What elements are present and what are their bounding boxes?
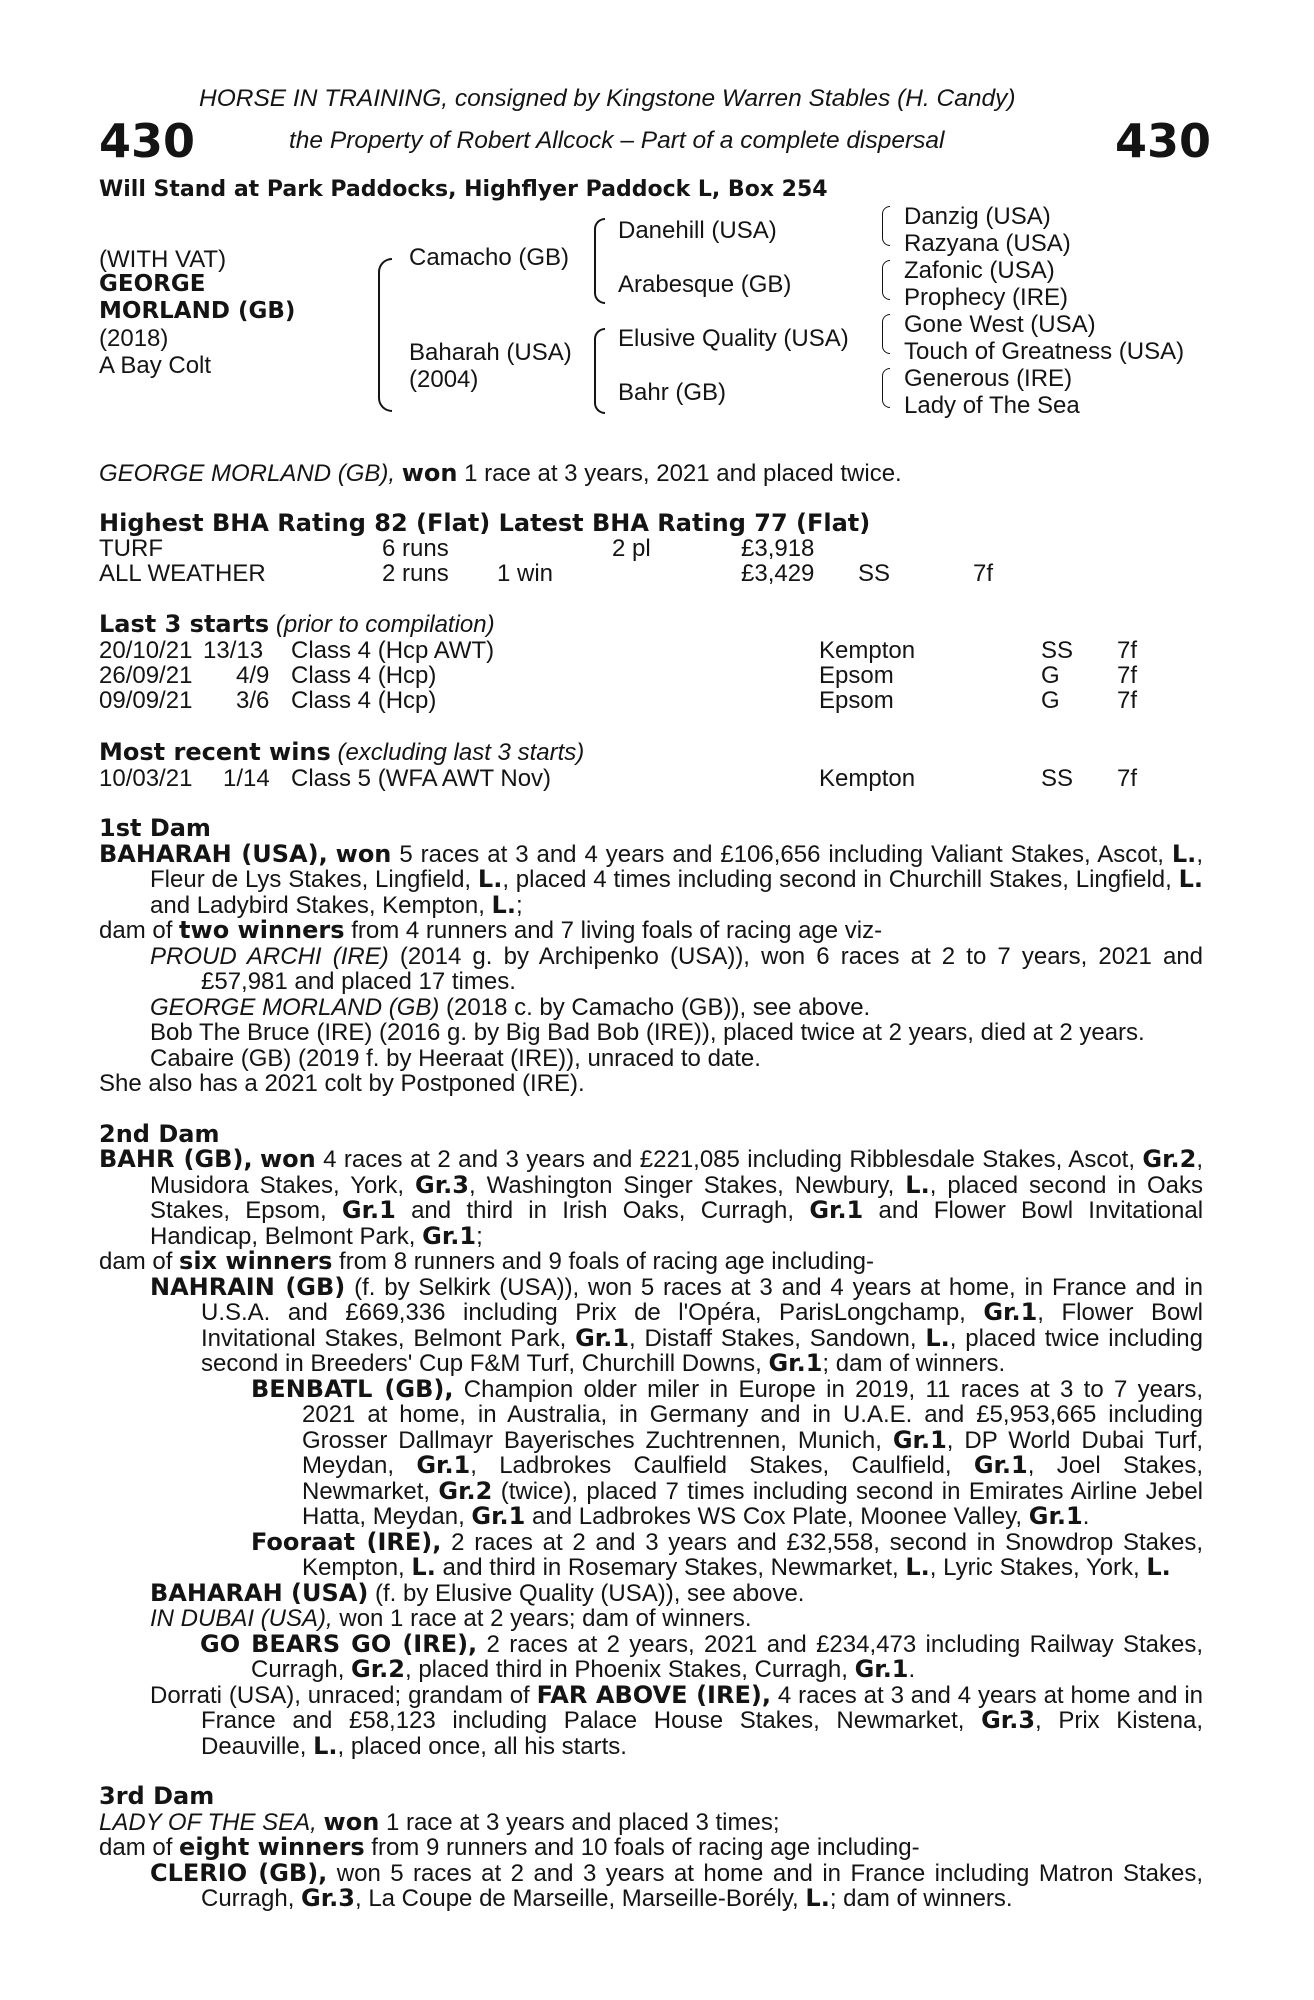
ratings-aw-distance: 7f [973,560,994,587]
pedigree-sire-brace [594,218,605,304]
win-1-distance: 7f [1117,765,1138,792]
dorrati-record: Dorrati (USA), unraced; grandam of FAR ABOVE (IRE), 4 races at 3 and 4 years at home and in France and £58,123 including Palace House Stakes, Newmarket, Gr.3, Prix Kistena, Deauville, L., placed once, all his starts. [150,1680,1204,1760]
race-summary [99,461,902,487]
win-1-date: 10/03/21 [99,765,193,792]
start-3-race: Class 4 (Hcp) [291,687,437,714]
first-dam-also: She also has a 2021 colt by Postponed (IRE). [99,1070,585,1097]
last-starts-note: (prior to compilation) [275,611,495,638]
pedigree-dam-sire: Elusive Quality (USA) [618,325,849,352]
start-1-date: 20/10/21 [99,637,193,664]
start-1-race: Class 4 (Hcp AWT) [291,637,495,664]
second-dam-record: BAHR (GB), won 4 races at 2 and 3 years and £221,085 including Ribblesdale Stakes, Ascot, Gr.2, Musidora Stakes, York, Gr.3, Washington Singer Stakes, Newbury, L., placed second in Oaks Stakes, Epsom, Gr.1 and third in Irish Oaks, Curragh, Gr.1 and Flower Bowl Invitational Handicap, Belmont Park, Gr.1; [99,1145,1204,1250]
vat-note: (WITH VAT) [99,246,227,273]
lot-number-left: 430 [99,114,196,168]
summary-text: 1 race at 3 years, 2021 and placed twice. [464,460,902,487]
pedigree-dam-brace [594,328,605,414]
baharah-crossref: BAHARAH (USA) (f. by Elusive Quality (USA)), see above. [150,1578,805,1607]
pedigree-gen3-5: Gone West (USA) [904,311,1096,338]
second-dam-produce: dam of six winners from 8 runners and 9 foals of racing age including- [99,1247,875,1275]
last-starts-heading [99,612,495,638]
pedigree-gen3-brace-4 [882,368,890,408]
pedigree-gen3-3: Zafonic (USA) [904,257,1055,284]
horse-name-line2: MORLAND (GB) [99,298,296,324]
start-3-going: G [1041,687,1060,714]
start-3-position: 3/6 [236,687,270,714]
start-2-race: Class 4 (Hcp) [291,662,437,689]
second-dam-title: 2nd Dam [99,1119,220,1148]
ratings-turf-runs: 6 runs [382,535,449,562]
family-section [99,816,1203,1912]
header-consignor: HORSE IN TRAINING, consigned by Kingstone Warren Stables (H. Candy) [199,85,1016,112]
start-2-going: G [1041,662,1060,689]
first-dam-foal-4: Cabaire (GB) (2019 f. by Heeraat (IRE)), unraced to date. [150,1044,761,1072]
ratings-aw-prize: £3,429 [741,560,815,587]
third-dam-produce: dam of eight winners from 9 runners and 10 foals of racing age including- [99,1833,920,1861]
start-2-course: Epsom [819,662,894,689]
start-1-position: 13/13 [203,637,264,664]
horse-description: A Bay Colt [99,352,212,379]
recent-wins-note: (excluding last 3 starts) [337,739,585,766]
last-starts-title: Last 3 starts [99,610,270,638]
ratings-aw-surface: ALL WEATHER [99,560,266,587]
start-2-position: 4/9 [236,662,270,689]
recent-wins-title: Most recent wins [99,738,331,766]
summary-horse-name: GEORGE MORLAND (GB), [99,460,396,487]
third-dam-record: LADY OF THE SEA, won 1 race at 3 years and placed 3 times; [99,1807,780,1836]
third-dam-title: 3rd Dam [99,1782,215,1810]
start-2-distance: 7f [1117,662,1138,689]
pedigree-dam-dam: Bahr (GB) [618,379,727,406]
ratings-turf-placed: 2 pl [612,535,651,562]
horse-year: (2018) [99,325,169,352]
benbatl-record: BENBATL (GB), Champion older miler in Europe in 2019, 11 races at 3 to 7 years, 2021 at home, in Australia, in Germany and in U.A.E. and £5,953,665 including Grosser Dallmayr Bayerisches Zuchtrennen, Munich, Gr.1, DP World Dubai Turf, Meydan, Gr.1, Ladbrokes Caulfield Stakes, Caulfield, Gr.1, Joel Stakes, Newmarket, Gr.2 (twice), placed 7 times including second in Emirates Airline Jebel Hatta, Meydan, Gr.1 and Ladbrokes WS Cox Plate, Moonee Valley, Gr.1. [251,1374,1204,1530]
pedigree-dam: Baharah (USA) [409,339,572,366]
recent-wins-heading [99,740,584,766]
pedigree-gen3-1: Danzig (USA) [904,203,1051,230]
win-1-going: SS [1041,765,1074,792]
header-property: the Property of Robert Allcock – Part of a complete dispersal [289,127,945,154]
ratings-turf-prize: £3,918 [741,535,815,562]
nahrain-record: NAHRAIN (GB) (f. by Selkirk (USA)), won 5 races at 3 and 4 years at home, in France and in U.S.A. and £669,336 including Prix de l'Opéra, ParisLongchamp, Gr.1, Flower Bowl Invitational Stakes, Belmont Park, Gr.1, Distaff Stakes, Sandown, L., placed twice including second in Breeders' Cup F&M Turf, Churchill Downs, Gr.1; dam of winners. [150,1272,1204,1377]
go-bears-go-record: GO BEARS GO (IRE), 2 races at 2 years, 2021 and £234,473 including Railway Stakes, Curragh, Gr.2, placed third in Phoenix Stakes, Curragh, Gr.1. [200,1629,1203,1683]
first-dam-produce: dam of two winners from 4 runners and 7 living foals of racing age viz- [99,916,883,944]
win-1-race: Class 5 (WFA AWT Nov) [291,765,552,792]
fooraat-record: Fooraat (IRE), 2 races at 2 and 3 years and £32,558, second in Snowdrop Stakes, Kempton, L. and third in Rosemary Stakes, Newmarket, L., Lyric Stakes, York, L. [251,1527,1203,1581]
ratings-aw-wins: 1 win [497,560,554,587]
start-1-distance: 7f [1117,637,1138,664]
first-dam-foal-3: Bob The Bruce (IRE) (2016 g. by Big Bad Bob (IRE)), placed twice at 2 years, died at 2 years. [150,1019,1145,1046]
start-1-course: Kempton [819,637,916,664]
pedigree-gen3-brace-2 [882,260,890,300]
start-3-date: 09/09/21 [99,687,193,714]
ratings-aw-runs: 2 runs [382,560,449,587]
ratings-aw-going: SS [858,560,891,587]
pedigree-gen3-4: Prophecy (IRE) [904,284,1069,311]
start-1-going: SS [1041,637,1074,664]
pedigree-dam-year: (2004) [409,366,479,393]
pedigree-main-brace [378,258,392,412]
pedigree-gen3-brace-1 [882,206,890,246]
pedigree-gen3-8: Lady of The Sea [904,392,1080,419]
in-dubai-record: IN DUBAI (USA), won 1 race at 2 years; dam of winners. [150,1605,752,1632]
first-dam-foal-2: GEORGE MORLAND (GB) (2018 c. by Camacho (GB)), see above. [150,993,871,1021]
pedigree-gen3-2: Razyana (USA) [904,230,1071,257]
pedigree-gen3-7: Generous (IRE) [904,365,1073,392]
pedigree-gen3-brace-3 [882,314,890,354]
stand-location: Will Stand at Park Paddocks, Highflyer Paddock L, Box 254 [99,177,828,202]
start-3-distance: 7f [1117,687,1138,714]
win-1-course: Kempton [819,765,916,792]
start-3-course: Epsom [819,687,894,714]
clerio-record: CLERIO (GB), won 5 races at 2 and 3 years at home and in France including Matron Stakes, Curragh, Gr.3, La Coupe de Marseille, Marseille-Borély, L.; dam of winners. [150,1858,1204,1912]
lot-number-right: 430 [1115,114,1212,168]
first-dam-foal-1: PROUD ARCHI (IRE) (2014 g. by Archipenko (USA)), won 6 races at 2 to 7 years, 2021 and £57,981 and placed 17 times. [150,942,1204,995]
ratings-turf-surface: TURF [99,535,163,562]
first-dam-record: BAHARAH (USA), won 5 races at 3 and 4 years and £106,656 including Valiant Stakes, Ascot, L., Fleur de Lys Stakes, Lingfield, L., placed 4 times including second in Churchill Stakes, Lingfield, L. and Ladybird Stakes, Kempton, L.; [99,839,1204,919]
win-1-position: 1/14 [223,765,270,792]
pedigree-sire: Camacho (GB) [409,244,570,271]
first-dam-title: 1st Dam [99,814,211,842]
horse-name-line1: GEORGE [99,271,206,297]
start-2-date: 26/09/21 [99,662,193,689]
pedigree-sire-dam: Arabesque (GB) [618,271,792,298]
pedigree-sire-sire: Danehill (USA) [618,217,777,244]
summary-won: won [401,459,458,487]
ratings-title: Highest BHA Rating 82 (Flat) Latest BHA Rating 77 (Flat) [99,509,871,537]
pedigree-gen3-6: Touch of Greatness (USA) [904,338,1185,365]
